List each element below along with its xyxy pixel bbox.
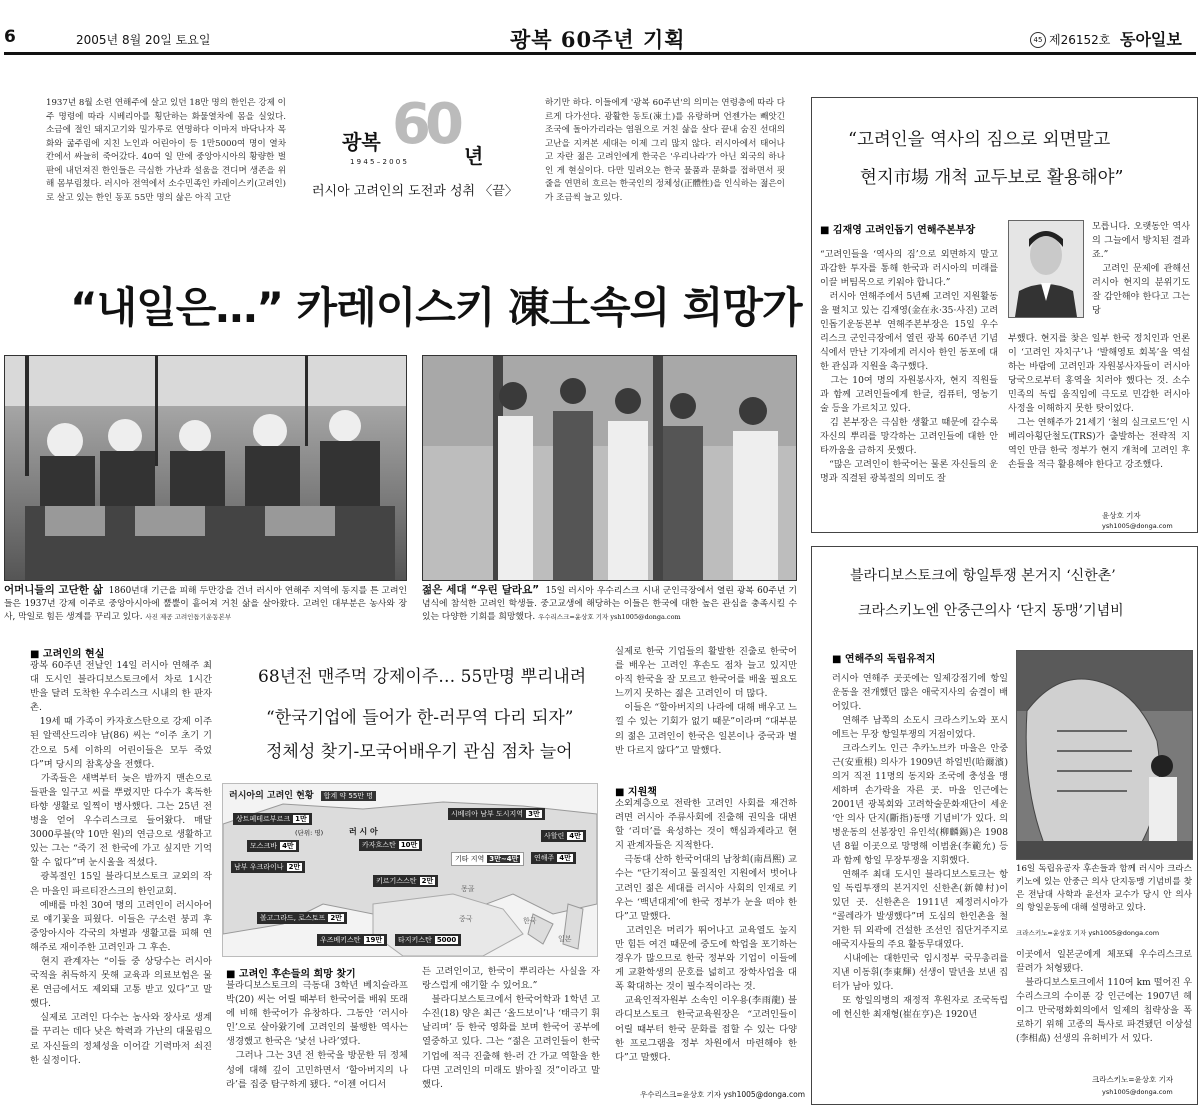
sidebar-header-1: 블라디보스토크에 항일투쟁 본거지 ‘신한촌’ bbox=[850, 568, 1116, 584]
logo-word-right: 년 bbox=[464, 144, 484, 168]
interview-text-left: “고려인들을 ‘역사의 짐’으로 외면하지 말고 과감한 투자를 통해 한국과 러시아의 미래를 이끌 버팀목으로 키워야 합니다.” 러시아 연해주에서 5년째 고려인 지원활동을 펼치고 있는 김재영(金在永·35·사진) 고려인돕기운동본부 연해주본부장은 15일 우수리스크 군인극장에서 열린 광복 60주년 기념식에서 만난 기자에게 러시아 한인 동포에 대한 관심과 지원을 촉구했다. 그는 10여 명의 자원봉사자, 현지 직원들과 함께 고려인들에게 한글, 컴퓨터, 영농기술 등을 가르치고 있다. 김 본부장은 극심한 생활고 때문에 갈수록 자신의 뿌리를 망각하는 고려인들에 대한 안타까움을 금하지 못했다. “많은 고려인이 한국어는 물론 자신들의 운명과 직결된 광복절의 의미도 잘 bbox=[820, 250, 998, 484]
col2-text: 블라디보스토크의 극동대 3학년 베치슬라프 박(20) 씨는 어릴 때부터 한국어를 배워 또래에 비해 한국어가 유창하다. 그동안 ‘러시아인’으로 살아왔기에 고려인의 불행한 역사는 생경했고 한국은 ‘낯선 나라’였다. 그러나 그는 3년 전 한국을 방문한 뒤 정체성에 대해 깊이 고민하면서 ‘할아버지의 나라’를 집중 탐구하게 됐다. “이젠 어디서 bbox=[226, 980, 408, 1090]
sidebar-photo bbox=[1016, 650, 1193, 860]
col1-text: 광복 60주년 전날인 14일 러시아 연해주 최대 도시인 블라디보스토크에서 차로 1시간 반을 달려 도착한 우수리스크 시내의 한 판자촌. 19세 때 가족이 카자흐스탄으로 강제 이주된 알렉산드리야 남(86) 씨는 “이주 초기 기간으로 5세 이하의 어린이들은 모두 죽었다”며 당시의 참혹상을 전했다. 가족들은 새벽부터 늦은 밤까지 맨손으로 들판을 일구고 씨를 뿌렸지만 다수가 혹독한 타향 생활로 일찍이 병사했다. 그는 25년 전 병을 얻어 우수리스크로 들어왔다. 매달 3000루블(약 10만 원)의 연금으로 생활하고 있는 그는 “죽기 전 한국에 가고 싶지만 기억할 수 없다”며 눈시울을 적셨다. 광복절인 15일 블라디보스토크 교외의 작은 마을인 파르티잔스크의 한인교회. 예배를 마친 30여 명의 고려인이 러시아어로 얘기꽃을 피웠다. 이들은 구소련 붕괴 후 중앙아시아 각국의 차별과 생활고를 피해 연해주로 재이주한 고려인과 그 후손. 현지 관계자는 “이들 중 상당수는 러시아 국적을 취득하지 못해 교육과 의료보험은 물론 연금에서도 제외돼 고통 받고 있다”고 말했다. 실제로 고려인 다수는 농사와 장사로 생계를 꾸리는 데다 낮은 학력과 가난의 대물림으로 자신들의 정체성을 이어갈 기력마저 쇠진한 실정이다. bbox=[30, 660, 212, 1066]
map-label-siberia: 시베리아 남부 도시지역 3만 bbox=[448, 808, 545, 820]
series-logo bbox=[330, 90, 510, 170]
caption-left-credit: 사진 제공 고려인돕기운동본부 bbox=[145, 613, 232, 621]
portrait-image bbox=[1009, 221, 1083, 317]
photo-youth bbox=[422, 355, 797, 581]
issue-number: 제26152호 bbox=[1049, 33, 1111, 47]
logo-years: 1 9 4 5 – 2 0 0 5 bbox=[350, 158, 407, 166]
map-label-tajikistan: 타지키스탄 5000 bbox=[395, 934, 461, 946]
caption-right-text: 15일 러시아 우수리스크 시내 군인극장에서 열린 광복 60주년 기념식에 참석한 고려인 학생들. 중고교생에 해당하는 이들은 한국에 대한 높은 관심을 충족시킬 수 있는 다양한 기회를 희망했다. bbox=[422, 586, 797, 622]
interview-text-right: 부했다. 현지를 찾은 일부 한국 정치인과 언론이 ‘고려인 자치구’나 ‘발해영토 회복’을 역설하는 바람에 고려인과 자원봉사자들이 러시아 당국으로부터 홍역을 치러야 했다는 것. 소수민족의 독립 움직임에 극도로 민감한 러시아 사정을 이해하지 못한 탓이었다. 그는 연해주가 21세기 ‘철의 실크로드’인 시베리아횡단철도(TRS)가 출발하는 전략적 지역인 만큼 한국 정부가 현지 개척에 고려인 후손들을 적극 활용해야 한다고 강조했다. bbox=[1008, 334, 1190, 470]
sidebar-photo-credit: 크라스키노=윤상호 기자 ysh1005@donga.com bbox=[1016, 929, 1160, 937]
map-total: 합계 약 55만 명 bbox=[321, 791, 376, 801]
map-label-stpetersburg: 상트페테르부르크 1만 bbox=[233, 813, 312, 825]
map-country: 러 시 아 bbox=[349, 827, 378, 836]
subhead-2: “한국기업에 들어가 한-러무역 다리 되자” bbox=[266, 708, 574, 728]
map-title-text: 러시아의 고려인 현황 bbox=[229, 791, 314, 801]
map-label-primorye: 연해주 4만 bbox=[531, 852, 576, 864]
intro-left: 1937년 8월 소련 연해주에 살고 있던 18만 명의 한인은 강제 이주 명령에 따라 시베리아를 횡단하는 화물열차에 몸을 실었다. 소금에 절인 돼지고기와 밀가루로 연명하다 이마저 바닥나자 목화와 굶주림에 지친 노인과 어린아이 등 1만5000여 명이 열차 칸에서 싸늘히 죽어갔다. 40여 일 만에 중앙아시아의 황량한 벌판에 내던져진 한인들은 극심한 가난과 설움을 견디며 생존을 위해 몸부림쳤다. 러시아 전역에서 소수민족인 카레이스키(고려인)로 살고 있는 한인 동포 55만 명의 삶은 아직 고단 bbox=[46, 98, 286, 203]
sidebar-header-2: 크라스키노엔 안중근의사 ‘단지 동맹’기념비 bbox=[858, 603, 1124, 619]
map-label-sakhalin: 사할린 4만 bbox=[541, 830, 586, 842]
caption-left-title: 어머니들의 고단한 삶 bbox=[4, 584, 103, 596]
caption-left-text: 1860년대 기근을 피해 두만강을 건너 러시아 연해주 지역에 동지를 튼 고려인들은 1937년 강제 이주로 중앙아시아에 뿔뿔이 흩어져 거친 삶을 살아왔다. 고려인 대부분은 농사와 장사, 막일로 힘든 생계를 꾸리고 있다. bbox=[4, 586, 407, 622]
sidebar-email: ysh1005@donga.com bbox=[1102, 1088, 1173, 1096]
map-place-mongolia: 몽골 bbox=[461, 885, 475, 893]
photo-caption-left bbox=[4, 584, 407, 624]
map-label-kazakhstan: 카자흐스탄 10만 bbox=[359, 839, 422, 851]
paper-name: 동아일보 bbox=[1120, 30, 1182, 49]
map-place-china: 중국 bbox=[459, 915, 473, 923]
intro-right: 하기만 하다. 이들에게 '광복 60주년'의 의미는 연령층에 따라 다르게 다가선다. 광활한 동토(凍土)를 유랑하며 언젠가는 빼앗긴 조국에 돌아가리라는 염원으로 거친 삶을 살다 끝내 숨진 선대의 고난을 지켜본 세대는 이제 그리 많지 않다. 러시아에서 태어나고 자란 젊은 고려인에게 한국은 '우리나라'가 아닌 외국의 하나인 게 현실이다. 다만 밀려오는 한국 물품과 문화를 접하면서 핏줄을 연면히 흐르는 한국인의 정체성(正體性)을 인식하는 젊은이가 조금씩 늘고 있다. bbox=[545, 98, 785, 203]
interview-text-right-top: 모릅니다. 오랫동안 역사의 그늘에서 방치된 결과죠.” 고려인 문제에 관해선 러시아 현지의 분위기도 잘 감안해야 한다고 그는 당 bbox=[1092, 222, 1190, 316]
caption-right-credit: 우수리스크=윤상호 기자 ysh1005@donga.com bbox=[537, 613, 681, 621]
sidebar-text-bottom: 이곳에서 일본군에게 체포돼 우수리스크로 끌려가 처형됐다. 블라디보스토크에서 110여 km 떨어진 우수리스크의 수이푼 강 인근에는 1907년 헤이그 만국평화회의에서 일제의 침략상을 폭로하기 위해 고종의 특사로 파견됐던 이상설(李相卨) 선생의 유허비가 서 있다. bbox=[1016, 950, 1192, 1044]
map-label-other: 기타 지역 3만~4만 bbox=[451, 852, 524, 866]
date: 2005년 8월 20일 토요일 bbox=[76, 33, 211, 47]
col4-text: 실제로 한국 기업들의 활발한 진출로 한국어를 배우는 고려인 후손도 점차 늘고 있지만 아직 한국을 잘 모르고 한국어를 배울 필요도 느끼지 못하는 젊은 고려인이 더 많다. 이들은 “할아버지의 나라에 대해 배우고 느낄 수 있는 기회가 없기 때문”이라며 “대부분의 젊은 고려인이 한국은 일본이나 중국과 별반 다르지 않다”고 말했다. bbox=[615, 646, 797, 756]
subhead-1: 68년전 맨주먹 강제이주… 55만명 뿌리내려 bbox=[258, 667, 587, 687]
photo-mothers-image bbox=[5, 356, 406, 580]
col3-text: 든 고려인이고, 한국이 뿌리라는 사실을 자랑스럽게 얘기할 수 있어요.” 블라디보스토크에서 한국어학과 1학년 고수진(18) 양은 최근 ‘올드보이’나 ‘태극기 휘날리며’ 등 한국 영화를 보며 한국어 공부에 열중하고 있다. 그는 “젊은 고려인들이 한국 기업에 적극 진출해 한-러 간 가교 역할을 한다면 고려인의 미래도 밝아질 것”이라고 말했다. bbox=[422, 966, 600, 1090]
sidebar-text: 러시아 연해주 곳곳에는 일제강점기에 항일운동을 전개했던 많은 애국지사의 숨결이 배어있다. 연해주 남쪽의 소도시 크라스키노와 포시에트는 무장 항일투쟁의 거점이었다. 크라스키노 인근 추카노브카 마을은 안중근(安重根) 의사가 1909년 하얼빈(哈爾濱) 의거 직전 11명의 동지와 조국에 충성을 맹세하며 손가락을 자른 곳. 마을 인근에는 2001년 광복회와 고려학술문화재단이 세운 ‘안 의사 단지(斷指)동맹 기념비’가 있다. 의병운동의 선봉장인 유인석(柳麟錫)은 1908년 8월 이곳으로 망명해 이범윤(李範允) 등과 함께 항일 무장투쟁을 지휘했다. 연해주 최대 도시인 블라디보스토크는 항일 독립투쟁의 본거지인 신한촌(新韓村)이 있던 곳. 신한촌은 1911년 제정러시아가 “콜레라가 발생했다”며 도심의 한인촌을 철거한 뒤 외곽에 건설한 조선인 집단거주지로 애국지사들의 주요 활동무대였다. 시내에는 대한민국 임시정부 국무총리를 지낸 이동휘(李東輝) 선생이 말년을 보낸 집터가 남아 있다. 또 항일의병의 재정적 후원자로 조국독립에 헌신한 최재형(崔在亨)은 1920년 bbox=[832, 674, 1008, 1020]
issue-circle: 45 bbox=[1030, 32, 1046, 48]
map-label-ukraine: 남부 우크라이나 2만 bbox=[231, 861, 305, 873]
map-label-kyrgyzstan: 키르기스스탄 2만 bbox=[373, 875, 438, 887]
interview-quote-1: “고려인을 역사의 짐으로 외면말고 bbox=[848, 130, 1111, 150]
masthead-rule bbox=[4, 52, 1196, 55]
section-title: 광복 60주년 기획 bbox=[510, 27, 686, 52]
photo-mothers bbox=[4, 355, 407, 581]
map-unit: (단위: 명) bbox=[295, 829, 324, 837]
series-title: 러시아 고려인의 도전과 성취 〈끝〉 bbox=[312, 184, 518, 199]
col4-credit: 우수리스크=윤상호 기자 ysh1005@donga.com bbox=[640, 1090, 806, 1099]
map-place-japan: 일본 bbox=[558, 935, 572, 943]
sidebar-box bbox=[811, 546, 1198, 1105]
photo-caption-right bbox=[422, 584, 797, 624]
map-label-uzbekistan: 우즈베키스탄 19만 bbox=[317, 934, 387, 946]
page-number: 6 bbox=[4, 27, 16, 47]
map-title bbox=[229, 788, 376, 801]
map-place-korea: 한국 bbox=[523, 917, 537, 925]
interview-name: ■ 김재영 고려인돕기 연해주본부장 bbox=[820, 225, 976, 236]
col2-section: ■ 고려인 후손들의 희망 찾기 bbox=[226, 969, 356, 980]
map-label-moscow: 모스크바 4만 bbox=[247, 840, 299, 852]
photo-youth-image bbox=[423, 356, 796, 580]
memorial-image bbox=[1017, 651, 1192, 859]
col1-section: ■ 고려인의 현실 bbox=[30, 649, 105, 660]
logo-numeral: 60 bbox=[392, 92, 458, 157]
logo-word-left: 광복 bbox=[342, 130, 381, 154]
col4-text2: 소외계층으로 전락한 고려인 사회를 재건하려면 러시아 주류사회에 진출해 권익을 대변할 ‘리더’를 육성하는 것이 핵심과제라고 현지 관계자들은 지적한다. 극동대 산하 한국어대의 남창희(南昌熙) 교수는 “단기적이고 물질적인 지원에서 벗어나 고려인 젊은 세대를 러시아 사회의 인재로 키우는 ‘백년대계’에 한국 정부가 눈을 떠야 한다”고 말했다. 고려인은 머리가 뛰어나고 교육열도 높지만 힘든 여건 때문에 중도에 학업을 포기하는 경우가 많으므로 한국 정부와 기업이 이들에게 교환학생의 문호를 넓히고 장학사업을 대폭 확대하는 것이 필수적이라는 것. 교육인적자원부 소속인 이우용(李雨龍) 블라디보스토크 한국교육원장은 “고려인들이 어릴 때부터 한국 문화를 접할 수 있는 다양한 프로그램을 정부 차원에서 마련해야 한다”고 말했다. bbox=[615, 798, 797, 1063]
sidebar-section: ■ 연해주의 독립유적지 bbox=[832, 654, 936, 665]
map-label-volgograd: 볼고그라드, 로스토프 2만 bbox=[257, 912, 347, 924]
headline: “내일은…” 카레이스키 凍土속의 희망가 bbox=[70, 283, 802, 332]
sidebar-photo-caption: 16일 독립유공자 후손들과 함께 러시아 크라스키노에 있는 안중근 의사 단지동맹 기념비를 찾은 전남대 사학과 윤선자 교수가 당시 안 의사의 항일운동에 대해 설명하고 있다. bbox=[1016, 864, 1192, 913]
map-box bbox=[222, 783, 598, 957]
sidebar-credit: 크라스키노=윤상호 기자 bbox=[1092, 1075, 1174, 1084]
interview-credit: 윤상호 기자 ysh1005@donga.com bbox=[1102, 511, 1173, 530]
subhead-3: 정체성 찾기-모국어배우기 관심 점차 늘어 bbox=[266, 742, 573, 762]
interview-quote-2: 현지市場 개척 교두보로 활용해야” bbox=[860, 168, 1124, 188]
interview-box bbox=[811, 97, 1198, 533]
caption-right-title: 젊은 세대 “우린 달라요” bbox=[422, 584, 540, 596]
col4-section: ■ 지원책 bbox=[615, 787, 657, 798]
interview-portrait bbox=[1008, 220, 1084, 318]
